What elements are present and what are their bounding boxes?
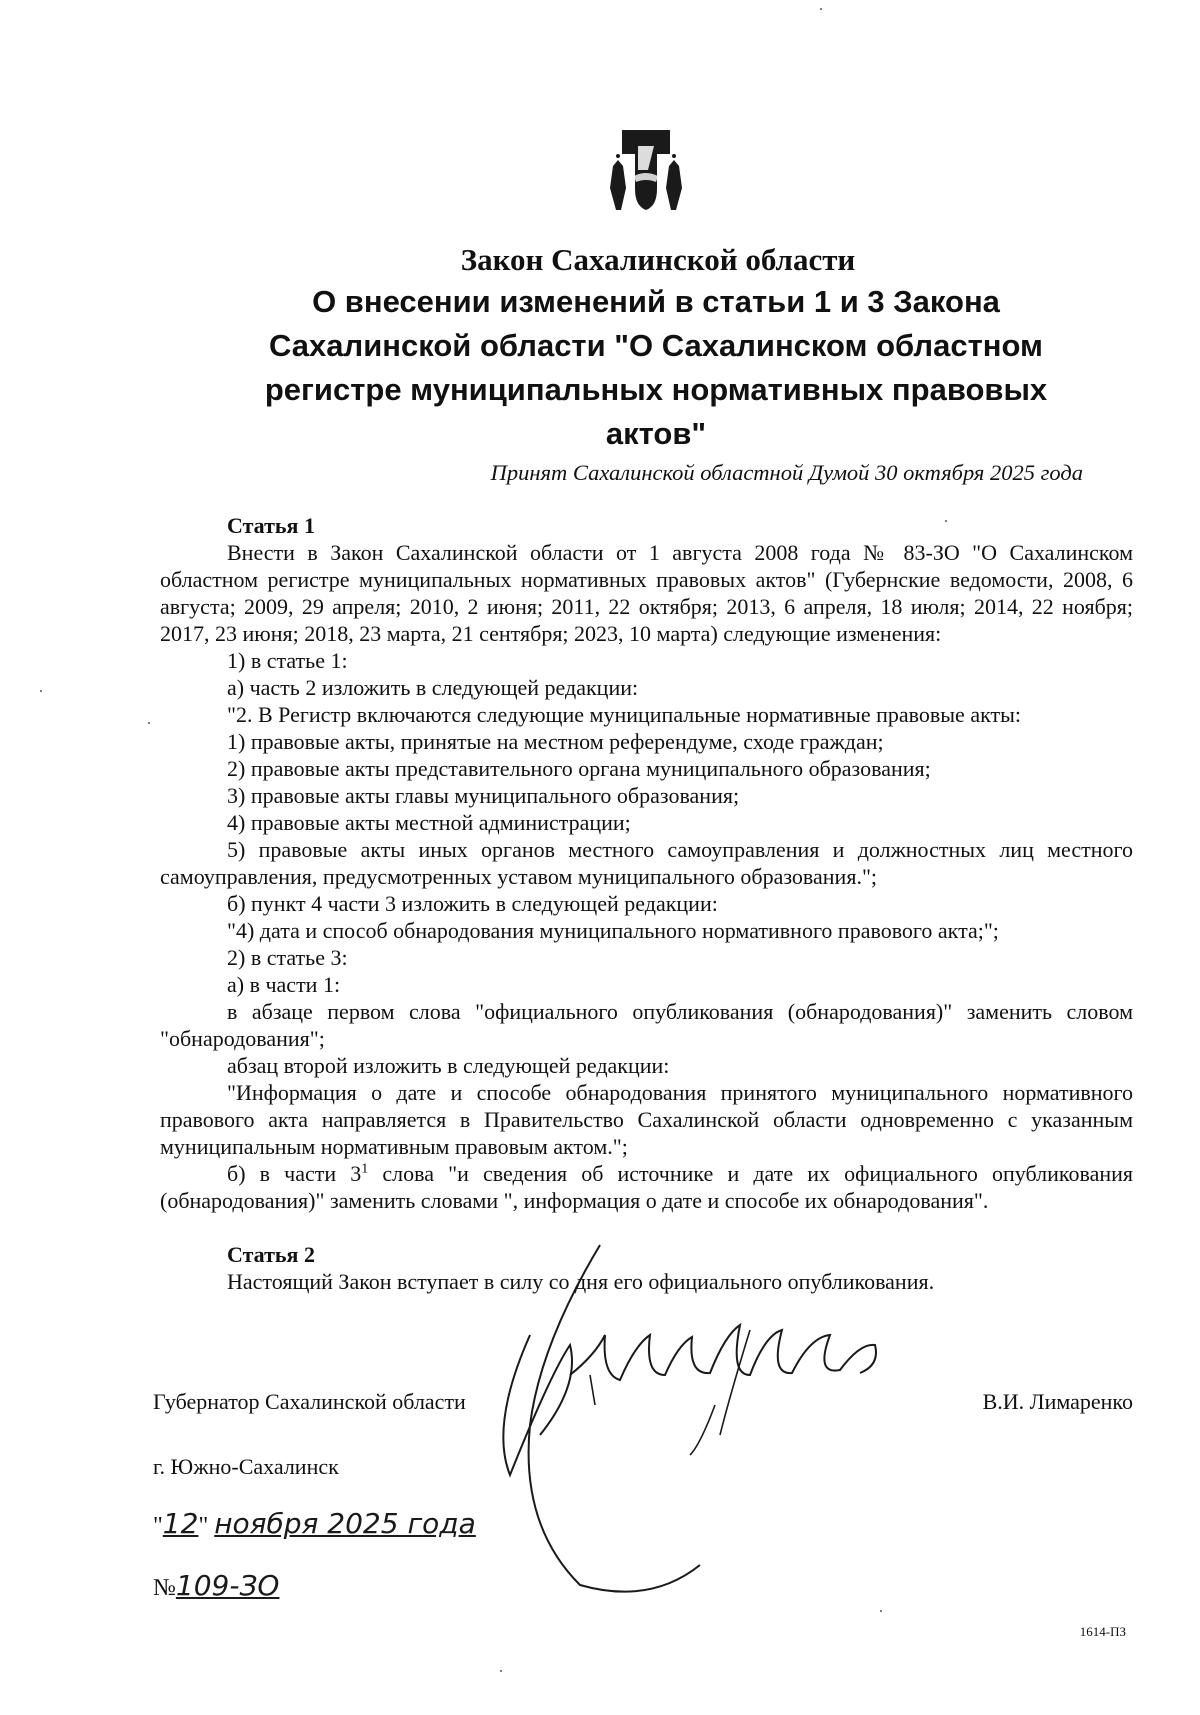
article-1-item-5: 5) правовые акты иных органов местного самоуправления и должностных лиц местного самоуправления, предусмотренных уставом муниципального образования."; [160, 837, 1133, 889]
scan-speck [148, 722, 150, 724]
article-1-line: 2) в статье 3: [227, 945, 348, 970]
law-subject-line: О внесении изменений в статьи 1 и 3 Закона [312, 284, 1000, 319]
article-1-line: "4) дата и способ обнародования муниципального нормативного правового акта;"; [227, 918, 999, 943]
sakhalin-coat-of-arms-icon [608, 126, 684, 210]
article-1-heading: Статья 1 [227, 513, 315, 538]
scan-speck [945, 520, 947, 522]
article-1-part-b [160, 1160, 1133, 1214]
handwritten-signature [420, 1225, 980, 1605]
law-subject-line: актов" [605, 416, 707, 451]
part-b-rest: слова "и сведения об источнике и дате их официального опубликования (обнародования)" заменить словами ", информация о дате и способе их обнародования". [160, 1161, 1134, 1213]
law-number [153, 1569, 279, 1602]
article-1-line: а) часть 2 изложить в следующей редакции: [227, 675, 639, 700]
governor-position: Губернатор Сахалинской области [153, 1389, 466, 1414]
law-subject-line: Сахалинской области "О Сахалинском областном [269, 328, 1043, 363]
date-day: 12 [162, 1507, 199, 1540]
scan-speck [820, 8, 822, 10]
number-value: 109-ЗО [175, 1569, 280, 1602]
part-b-prefix: б) в части 3 [227, 1161, 362, 1186]
article-1-line: б) пункт 4 части 3 изложить в следующей редакции: [227, 891, 718, 916]
article-1-first-paragraph-change: в абзаце первом слова "официального опубликования (обнародования)" заменить словом "обнародования"; [160, 999, 1133, 1051]
part-b-superscript: 1 [361, 1161, 369, 1177]
signing-date: "12" ноября 2025 года [153, 1507, 476, 1540]
law-subject [180, 280, 1132, 456]
article-1-info-paragraph: "Информация о дате и способе обнародования принятого муниципального нормативного правового акта направляется в Правительство Сахалинской области одновременно с указанным муниципальным нормативным правовым актом."; [160, 1080, 1133, 1159]
law-body [160, 512, 1133, 1295]
article-1-line: "2. В Регистр включаются следующие муниципальные нормативные правовые акты: [227, 702, 1021, 727]
document-code: 1614-ПЗ [1079, 1624, 1126, 1639]
law-title: Закон Сахалинской области [460, 242, 856, 277]
article-1-line: 1) правовые акты, принятые на местном референдуме, сходе граждан; [227, 729, 884, 754]
date-month-year: ноября 2025 года [214, 1507, 476, 1540]
article-1-line: 3) правовые акты главы муниципального образования; [227, 783, 740, 808]
article-1-line: абзац второй изложить в следующей редакции: [227, 1053, 670, 1078]
number-prefix: № [153, 1575, 176, 1601]
article-1-line: 2) правовые акты представительного органа муниципального образования; [227, 756, 931, 781]
article-1-intro: Внести в Закон Сахалинской области от 1 августа 2008 года № 83-ЗО "О Сахалинском областном регистре муниципальных нормативных правовых актов" (Губернские ведомости, 2008, 6 августа; 2009, 29 апреля; 2010, 2 июня; 2011, 22 октября; 2013, 6 апреля, 18 июля; 2014, 22 ноября; 2017, 23 июня; 2018, 23 марта, 21 сентября; 2023, 10 марта) следующие изменения: [160, 540, 1133, 646]
article-1-line: 4) правовые акты местной администрации; [227, 810, 631, 835]
scan-speck [40, 690, 42, 692]
signing-city: г. Южно-Сахалинск [153, 1454, 339, 1479]
scan-speck [880, 1610, 882, 1612]
scan-speck [500, 1670, 502, 1672]
governor-name: В.И. Лимаренко [982, 1389, 1133, 1414]
article-2-text: Настоящий Закон вступает в силу со дня его официального опубликования. [227, 1269, 935, 1294]
article-1-line: а) в части 1: [227, 972, 341, 997]
article-2-heading: Статья 2 [227, 1242, 315, 1267]
adoption-note: Принят Сахалинской областной Думой 30 октября 2025 года [490, 460, 1083, 485]
article-1-line: 1) в статье 1: [227, 648, 348, 673]
law-subject-line: регистре муниципальных нормативных правовых [264, 372, 1048, 407]
